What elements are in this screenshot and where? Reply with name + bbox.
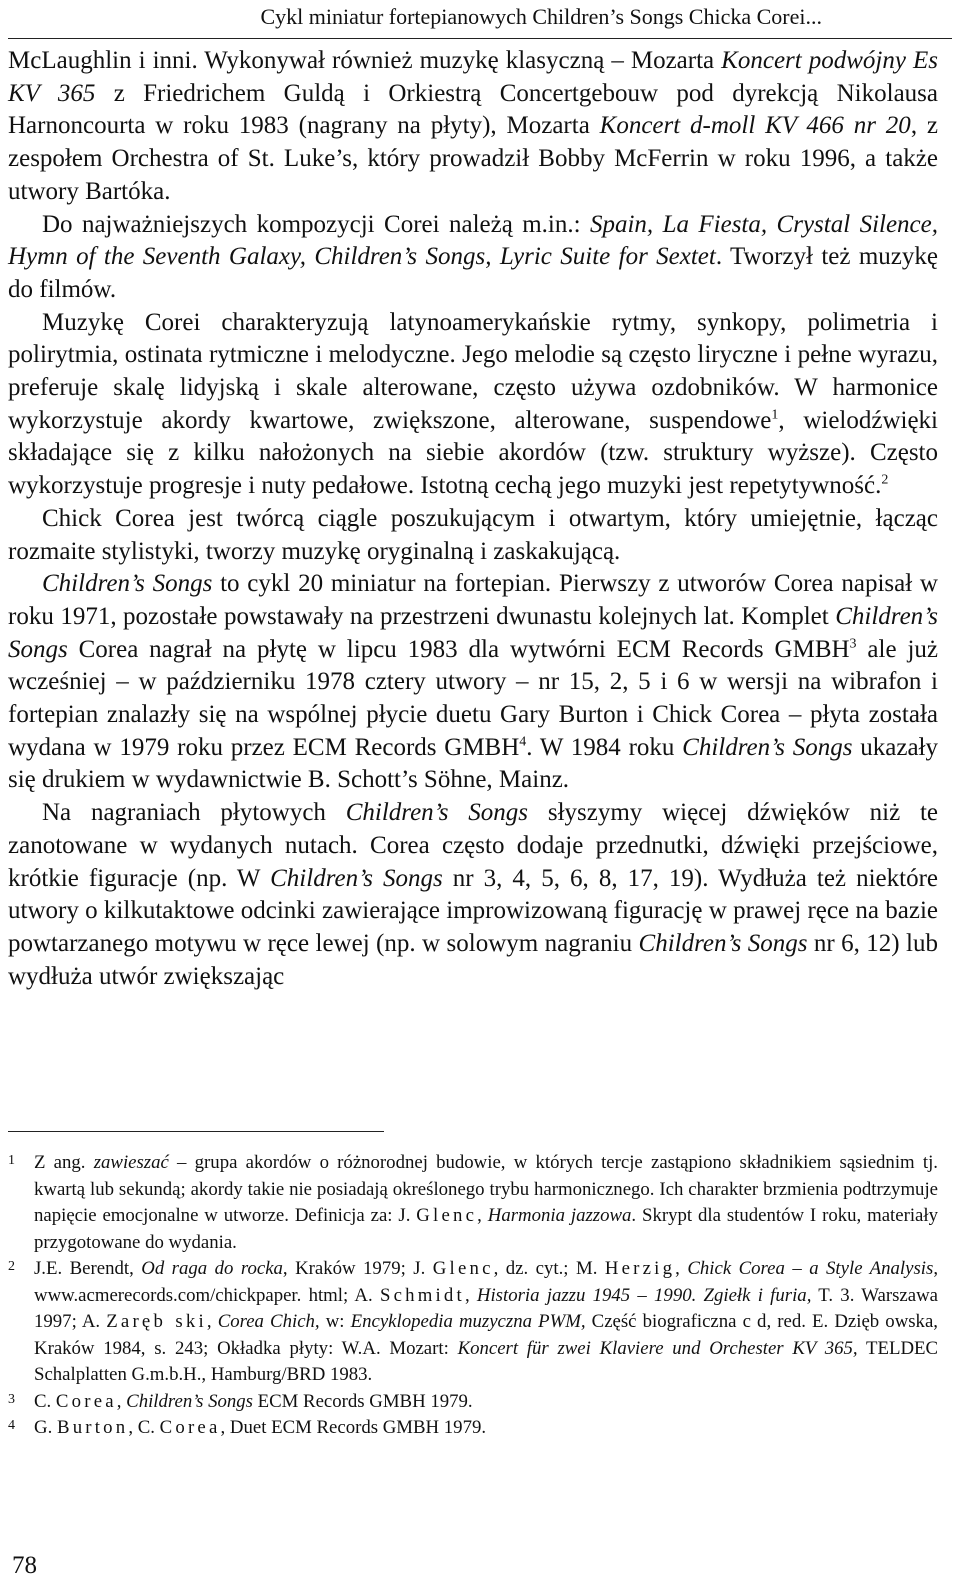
text-run: Część biograficzna c d, red. E. Dzięb owska, Kraków 1984, s. 243; Okładka płyty: W.A. Mozart: xyxy=(34,1311,938,1359)
footnote-ref: 4 xyxy=(519,734,527,750)
footnote-ref: 2 xyxy=(881,472,889,488)
text-run: . W 1984 roku xyxy=(526,733,683,761)
work-title: Koncert podwójny Es KV 365 xyxy=(8,47,938,107)
book-title: Harmonia jazzowa xyxy=(487,1205,632,1226)
text-run: ukazały się drukiem w wydawnictwie B. Schott’s Söhne, Mainz. xyxy=(8,733,938,794)
text-run: , xyxy=(116,1390,127,1412)
author-name: Glenc xyxy=(416,1205,478,1226)
text-run: Muzykę Corei charakteryzują latynoamerykańskie rytmy, synkopy, polimetria i polirytmia, ostinata rytmiczne i melodyczne. Jego melodie są często liryczne i pełne wyrazu, preferuje skalę lidyjską i skale alterowane, często używa ozdobników. W harmonice wykorzystuje akordy kwartowe, zwiększone, alterowane, suspendowe xyxy=(8,308,938,434)
text-run: to cykl 20 miniatur na fortepian. Pierwszy z utworów Corea napisał w roku 1971, pozostałe powstawały na przestrzeni dwunastu kolejnych lat. Komplet xyxy=(8,570,938,630)
work-title: Children’s Songs xyxy=(638,929,808,957)
page-number: 78 xyxy=(12,1552,37,1579)
book-title: Encyklopedia muzyczna PWM, xyxy=(350,1311,586,1332)
text-run: , www.acmerecords.com/chickpaper. html; A. xyxy=(34,1258,939,1306)
paragraph-2 xyxy=(8,209,938,307)
running-header xyxy=(8,0,952,39)
work-title: Children’s Songs xyxy=(42,570,213,598)
text-run: – grupa akordów o różnorodnej budowie, w których tercje zastąpiono składnikiem sąsiednim tj. kwartą lub sekundą; akordy takie nie posiadają określonego trybu harmonicznego. Ich charakter brzmienia podtrzymuje napięcie emocjonalne w utworze. Definicja za: J. xyxy=(34,1152,938,1226)
book-title: Koncert für zwei Klaviere und Orchester KV 365, xyxy=(457,1337,858,1359)
text-run: C. xyxy=(34,1390,56,1412)
text-run: ale już wcześniej – w październiku 1978 cztery utwory – nr 15, 2, 5 i 6 w wersji na wibrafon i fortepian znalazły się na wspólnej płycie duetu Gary Burton i Chick Corea – płyta została wydana w 1979 roku przez ECM Records GMBH xyxy=(8,635,938,761)
footnote-2 xyxy=(8,1256,938,1389)
footnote-ref: 3 xyxy=(849,636,857,652)
paragraph-1 xyxy=(8,45,938,209)
running-title: Cykl miniatur fortepianowych Children’s Songs Chicka Corei... xyxy=(260,4,822,29)
footnote-1 xyxy=(8,1150,938,1256)
text-run: , Duet ECM Records GMBH 1979. xyxy=(220,1417,487,1438)
text-run: Z ang. xyxy=(34,1152,94,1173)
author-name: Burton xyxy=(56,1417,129,1438)
text-run: , dz. cyt.; M. xyxy=(493,1258,605,1279)
author-name: Corea xyxy=(159,1417,221,1438)
text-run: TELDEC Schalplatten G.m.b.H., Hamburg/BRD 1983. xyxy=(34,1337,939,1385)
footnote-number: 1 xyxy=(8,1153,15,1168)
footnote-4 xyxy=(8,1415,938,1442)
paragraph-3 xyxy=(8,307,938,503)
text-run: T. 3. Warszawa 1997; A. xyxy=(34,1284,938,1332)
author-name: Corea xyxy=(55,1390,117,1412)
footnote-number: 2 xyxy=(8,1259,15,1274)
text-run: z Friedrichem Guldą i Orkiestrą Concertgebouw pod dyrekcją Nikolausa Harnoncourta w roku 1983 (nagrany na płyty), Mozarta xyxy=(8,79,938,140)
body-text xyxy=(8,45,938,993)
paragraph-5 xyxy=(8,568,938,797)
text-run: , xyxy=(477,1205,488,1226)
work-titles: Spain, La Fiesta, Crystal Silence, Hymn of the Seventh Galaxy, Children’s Songs, Lyric Suite for Sextet xyxy=(8,210,939,271)
text-run: Na nagraniach płytowych xyxy=(42,799,346,827)
book-title: Children’s Songs xyxy=(126,1390,253,1412)
work-title: Children’s Songs xyxy=(8,602,938,663)
author-name: Glenc xyxy=(432,1258,494,1279)
paragraph-4: Chick Corea jest twórcą ciągle poszukującym i otwartym, który umiejętnie, łącząc rozmaite stylistyki, tworzy muzykę oryginalną i zaskakującą. xyxy=(8,504,938,565)
book-title: Historia jazzu 1945 – 1990. Zgiełk i furia, xyxy=(476,1284,812,1306)
text-run: , xyxy=(206,1311,218,1332)
author-name: Schmidt xyxy=(379,1284,465,1306)
text-run: J.E. Berendt, xyxy=(34,1258,142,1279)
text-run: , z zespołem Orchestra of St. Luke’s, który prowadził Bobby McFerrin w roku 1996, a także utwory Bartóka. xyxy=(8,112,938,205)
book-title: Corea Chich, xyxy=(217,1311,320,1332)
text-run: Corea nagrał na płytę w lipcu 1983 dla wytwórni ECM Records GMBH xyxy=(67,635,850,663)
text-run: McLaughlin i inni. Wykonywał również muzykę klasyczną – Mozarta xyxy=(8,47,722,74)
footnote-ref: 1 xyxy=(771,407,779,423)
footnotes xyxy=(8,1150,938,1442)
text-run: słyszymy więcej dźwięków niż te zanotowane w wydanych nutach. Corea często dodaje przednutki, dźwięki przejściowe, krótkie figuracje (np. W xyxy=(8,799,938,892)
work-title: Koncert d-moll KV 466 nr 20 xyxy=(599,112,911,140)
footnote-number: 4 xyxy=(8,1418,15,1433)
author-name: Herzig xyxy=(604,1258,676,1279)
text-run: nr 6, 12) lub wydłuża utwór zwiększając xyxy=(8,929,938,990)
work-title: Children’s Songs xyxy=(682,733,853,761)
text-run: , C. xyxy=(128,1417,160,1438)
text-run: nr 3, 4, 5, 6, 8, 17, 19). Wydłuża też niektóre utwory o kilkutaktowe odcinki zawierające improwizowaną figurację w prawej ręce na bazie powtarzanego motywu w ręce lewej (np. w solowym nagraniu xyxy=(8,864,938,957)
footnote-3 xyxy=(8,1389,938,1416)
text-run: w: xyxy=(319,1311,351,1332)
text-run: ECM Records GMBH 1979. xyxy=(252,1390,473,1412)
text-run: , xyxy=(464,1284,477,1306)
text-run: . Skrypt dla studentów I roku, materiały przygotowane do wydania. xyxy=(34,1205,938,1253)
work-title: Children’s Songs xyxy=(345,799,529,827)
text-run: , wielodźwięki składające się z kilku nałożonych na siebie akordów (tzw. struktury wyższe). Często wykorzystuje progresje i nuty pedałowe. Istotną cechą jego muzyki jest repetytywność. xyxy=(8,406,938,500)
paragraph-6 xyxy=(8,797,938,993)
text-run: Do najważniejszych kompozycji Corei należą m.in.: xyxy=(42,210,590,238)
author-name: Zaręb ski xyxy=(106,1311,207,1332)
work-title: Children’s Songs xyxy=(270,864,443,892)
text-run: G. xyxy=(34,1417,57,1438)
book-title: Od raga do rocka xyxy=(141,1258,283,1279)
text-run: , xyxy=(675,1258,688,1279)
footnote-number: 3 xyxy=(8,1391,15,1407)
footnote-separator xyxy=(8,1131,384,1132)
book-title: Chick Corea – a Style Analysis xyxy=(687,1258,934,1279)
text-run: , Kraków 1979; J. xyxy=(282,1258,433,1279)
text-run: . Tworzył też muzykę do filmów. xyxy=(8,243,938,303)
term: zawieszać xyxy=(93,1152,169,1173)
